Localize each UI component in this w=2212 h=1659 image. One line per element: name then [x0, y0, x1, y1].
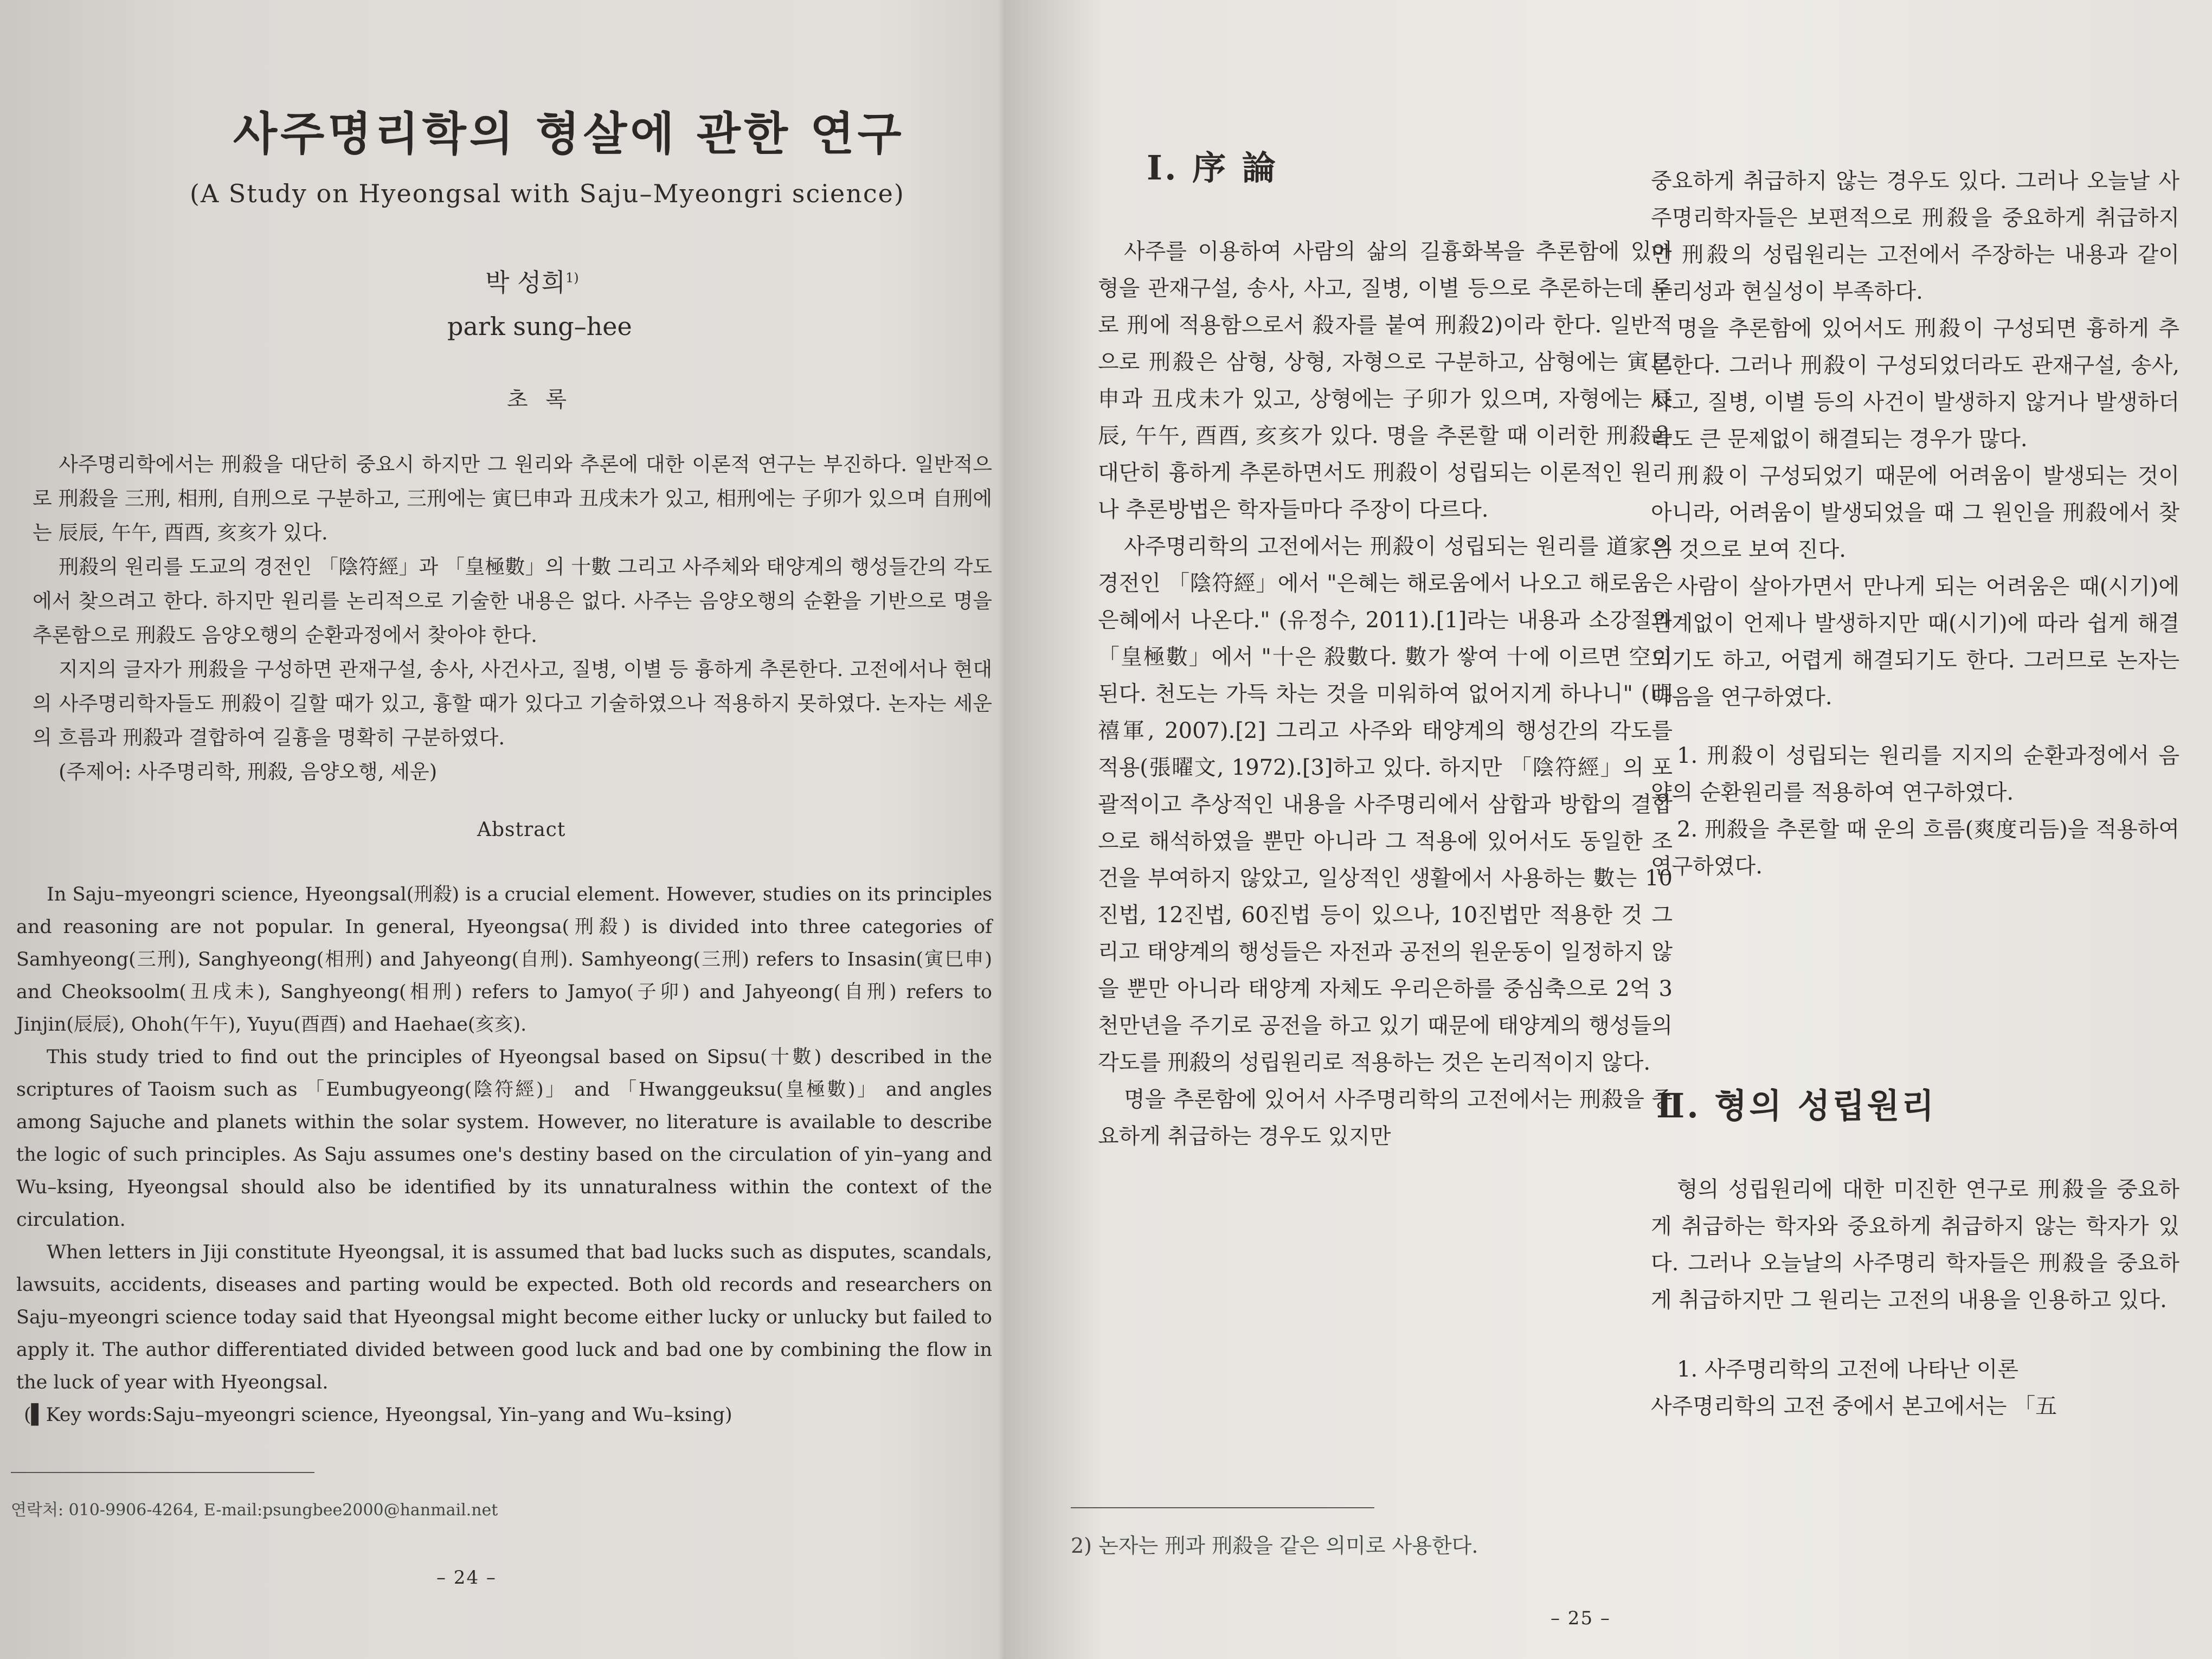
subsection-heading: 1. 사주명리학의 고전에 나타난 이론 [1677, 1357, 2018, 1382]
intro-continued-paragraph: 중요하게 취급하지 않는 경우도 있다. 그러나 오늘날 사주명리학자들은 보편적으로 刑殺을 중요하게 취급하지만 刑殺의 성립원리는 고전에서 주장하는 내용과 같이 논리성과 현실성이 부족하다. [1651, 169, 2179, 304]
korean-abstract-paragraph: 지지의 글자가 刑殺을 구성하면 관재구설, 송사, 사건사고, 질병, 이별 등 흉하게 추론한다. 고전에서나 현대의 사주명리학자들도 刑殺이 길할 때가 있고, 흉할 때가 있다고 기술하였으나 적용하지 못하였다. 논자는 세운의 흐름과 刑殺과 결합하여 길흉을 명확히 구분하였다. [33, 658, 992, 749]
subsection-paragraph: 사주명리학의 고전 중에서 본고에서는 「五 [1651, 1394, 2057, 1419]
research-item: 2. 刑殺을 추론할 때 운의 흐름(爽度리듬)을 적용하여 연구하였다. [1651, 817, 2179, 879]
author-name-ko: 박 성희 [485, 268, 565, 297]
paper-subtitle: (A Study on Hyeongsal with Saju–Myeongri science) [190, 179, 905, 208]
intro-paragraph: 사주명리학의 고전에서는 刑殺이 성립되는 원리를 道家의 경전인 「陰符經」에서 "은혜는 해로움에서 나오고 해로움은 은혜에서 나온다." (유정수, 2011).[1]라는 내용과 소강절의 「皇極數」에서 "十은 殺數다. 數가 쌓여 十에 이르면 空이 된다. 천도는 가득 차는 것을 미워하여 없어지게 하나니" (明禧軍, 2007).[2] 그리고 사주와 태양계의 행성간의 각도를 적용(張曜文, 1972).[3]하고 있다. 하지만 「陰符經」의 포괄적이고 추상적인 내용을 사주명리에서 삼합과 방합의 결합으로 해석하였을 뿐만 아니라 그 적용에 있어서도 동일한 조건을 부여하지 않았고, 일상적인 생활에서 사용하는 數는 10진법, 12진법, 60진법 등이 있으나, 10진법만 적용한 것 그리고 태양계의 행성들은 자전과 공전의 원운동이 일정하지 않을 뿐만 아니라 태양계 자체도 우리은하를 중심축으로 2억 3천만년을 주기로 공전을 하고 있기 때문에 태양계의 행성들의 각도를 刑殺의 성립원리로 적용하는 것은 논리적이지 않다. [1098, 534, 1673, 1075]
right-column-1 [1098, 233, 1673, 1155]
intro-paragraph: 사람이 살아가면서 만나게 되는 어려움은 때(시기)에 관계없이 언제나 발생하지만 때(시기)에 따라 쉽게 해결되기도 하고, 어렵게 해결되기도 한다. 그러므로 논자는 다음을 연구하였다. [1651, 574, 2179, 710]
section-heading-principle: Ⅱ. 형의 성립원리 [1656, 1086, 1937, 1126]
page-number-right: – 25 – [1551, 1607, 1611, 1629]
author-footnote-mark: 1) [565, 270, 579, 286]
english-abstract-heading: Abstract [477, 819, 566, 841]
intro-paragraph: 사주를 이용하여 사람의 삶의 길흉화복을 추론함에 있어 형을 관재구설, 송사, 사고, 질병, 이별 등으로 추론하는데 주로 刑에 적용함으로서 殺자를 붙여 刑殺2)이라 한다. 일반적으로 刑殺은 삼형, 상형, 자형으로 구분하고, 삼형에는 寅巳申과 丑戌未가 있고, 상형에는 子卯가 있으며, 자형에는 辰辰, 午午, 酉酉, 亥亥가 있다. 명을 추론할 때 이러한 刑殺을 대단히 흉하게 추론하면서도 刑殺이 성립되는 이론적인 원리나 추론방법은 학자들마다 주장이 다르다. [1098, 239, 1673, 522]
section2-paragraph: 형의 성립원리에 대한 미진한 연구로 刑殺을 중요하게 취급하는 학자와 중요하게 취급하지 않는 학자가 있다. 그러나 오늘날의 사주명리 학자들은 刑殺을 중요하게 취급하지만 그 원리는 고전의 내용을 인용하고 있다. [1651, 1177, 2179, 1313]
research-item: 1. 刑殺이 성립되는 원리를 지지의 순환과정에서 음양의 순환원리를 적용하여 연구하였다. [1651, 743, 2179, 805]
right-column-2 [1651, 163, 2179, 885]
english-keywords: (▌Key words:Saju–myeongri science, Hyeongsal, Yin–yang and Wu–ksing) [24, 1404, 732, 1426]
korean-abstract-paragraph: 刑殺의 원리를 도교의 경전인 「陰符經」과 「皇極數」의 十數 그리고 사주체와 태양계의 행성들간의 각도에서 찾으려고 한다. 하지만 원리를 논리적으로 기술한 내용은 없다. 사주는 음양오행의 순환을 기반으로 명을 추론함으로 刑殺도 음양오행의 순환과정에서 찾아야 한다. [33, 555, 992, 647]
author-korean [485, 263, 579, 299]
left-page [0, 0, 1030, 1659]
author-english: park sung–hee [447, 312, 632, 341]
right-page [1006, 0, 2212, 1659]
korean-abstract [33, 447, 992, 789]
english-abstract [16, 878, 992, 1431]
page-number-left: – 24 – [436, 1567, 497, 1589]
section-heading-introduction: Ⅰ. 序 論 [1147, 148, 1278, 188]
english-abstract-paragraph: When letters in Jiji constitute Hyeongsal, it is assumed that bad lucks such as disputes, scandals, lawsuits, accidents, diseases and parting would be expected. Both old records and researchers on Saju–myeongri science today said that Hyeongsal might become either lucky or unlucky but failed to apply it. The author differentiated divided between good luck and bad one by combining the flow in the luck of year with Hyeongsal. [16, 1242, 992, 1393]
footnote-rule [1071, 1507, 1374, 1508]
intro-paragraph: 명을 추론함에 있어서도 刑殺이 구성되면 흉하게 추론한다. 그러나 刑殺이 구성되었더라도 관재구설, 송사, 사고, 질병, 이별 등의 사건이 발생하지 않거나 발생하더라도 큰 문제없이 해결되는 경우가 많다. [1651, 316, 2179, 452]
term-footnote: 2) 논자는 刑과 刑殺을 같은 의미로 사용한다. [1071, 1534, 1478, 1558]
paper-title: 사주명리학의 형살에 관한 연구 [233, 107, 905, 160]
korean-abstract-paragraph: 사주명리학에서는 刑殺을 대단히 중요시 하지만 그 원리와 추론에 대한 이론적 연구는 부진하다. 일반적으로 刑殺을 三刑, 相刑, 自刑으로 구분하고, 三刑에는 寅巳申과 丑戌未가 있고, 相刑에는 子卯가 있으며 自刑에는 辰辰, 午午, 酉酉, 亥亥가 있다. [33, 453, 992, 544]
contact-footnote: 연락처: 010-9906-4264, E-mail:psungbee2000@hanmail.net [11, 1501, 498, 1520]
english-abstract-paragraph: In Saju–myeongri science, Hyeongsal(刑殺) is a crucial element. However, studies on its principles and reasoning are not popular. In general, Hyeongsa(刑殺) is divided into three categories of Samhyeong(三刑), Sanghyeong(相刑) and Jahyeong(自刑). Samhyeong(三刑) refers to Insasin(寅巳申) and Cheoksoolm(丑戌未), Sanghyeong(相刑) refers to Jamyo(子卯) and Jahyeong(自刑) refers to Jinjin(辰辰), Ohoh(午午), Yuyu(酉酉) and Haehae(亥亥). [16, 884, 992, 1036]
intro-paragraph: 명을 추론함에 있어서 사주명리학의 고전에서는 刑殺을 중요하게 취급하는 경우도 있지만 [1098, 1087, 1673, 1149]
intro-paragraph: 刑殺이 구성되었기 때문에 어려움이 발생되는 것이 아니라, 어려움이 발생되었을 때 그 원인을 刑殺에서 찾은 것으로 보여 진다. [1651, 464, 2179, 562]
english-abstract-paragraph: This study tried to find out the principles of Hyeongsal based on Sipsu(十數) described in the scriptures of Taoism such as 「Eumbugyeong(陰符經)」 and 「Hwanggeuksu(皇極數)」 and angles among Sajuche and planets within the solar system. However, no literature is available to describe the logic of such principles. As Saju assumes one's destiny based on the circulation of yin–yang and Wu–ksing, Hyeongsal should also be identified by its unnaturalness within the context of the circulation. [16, 1046, 992, 1231]
korean-abstract-heading: 초 록 [507, 387, 572, 412]
footnote-rule [11, 1472, 314, 1473]
korean-keywords: (주제어: 사주명리학, 刑殺, 음양오행, 세운) [59, 760, 438, 783]
section2-body [1651, 1171, 2179, 1425]
